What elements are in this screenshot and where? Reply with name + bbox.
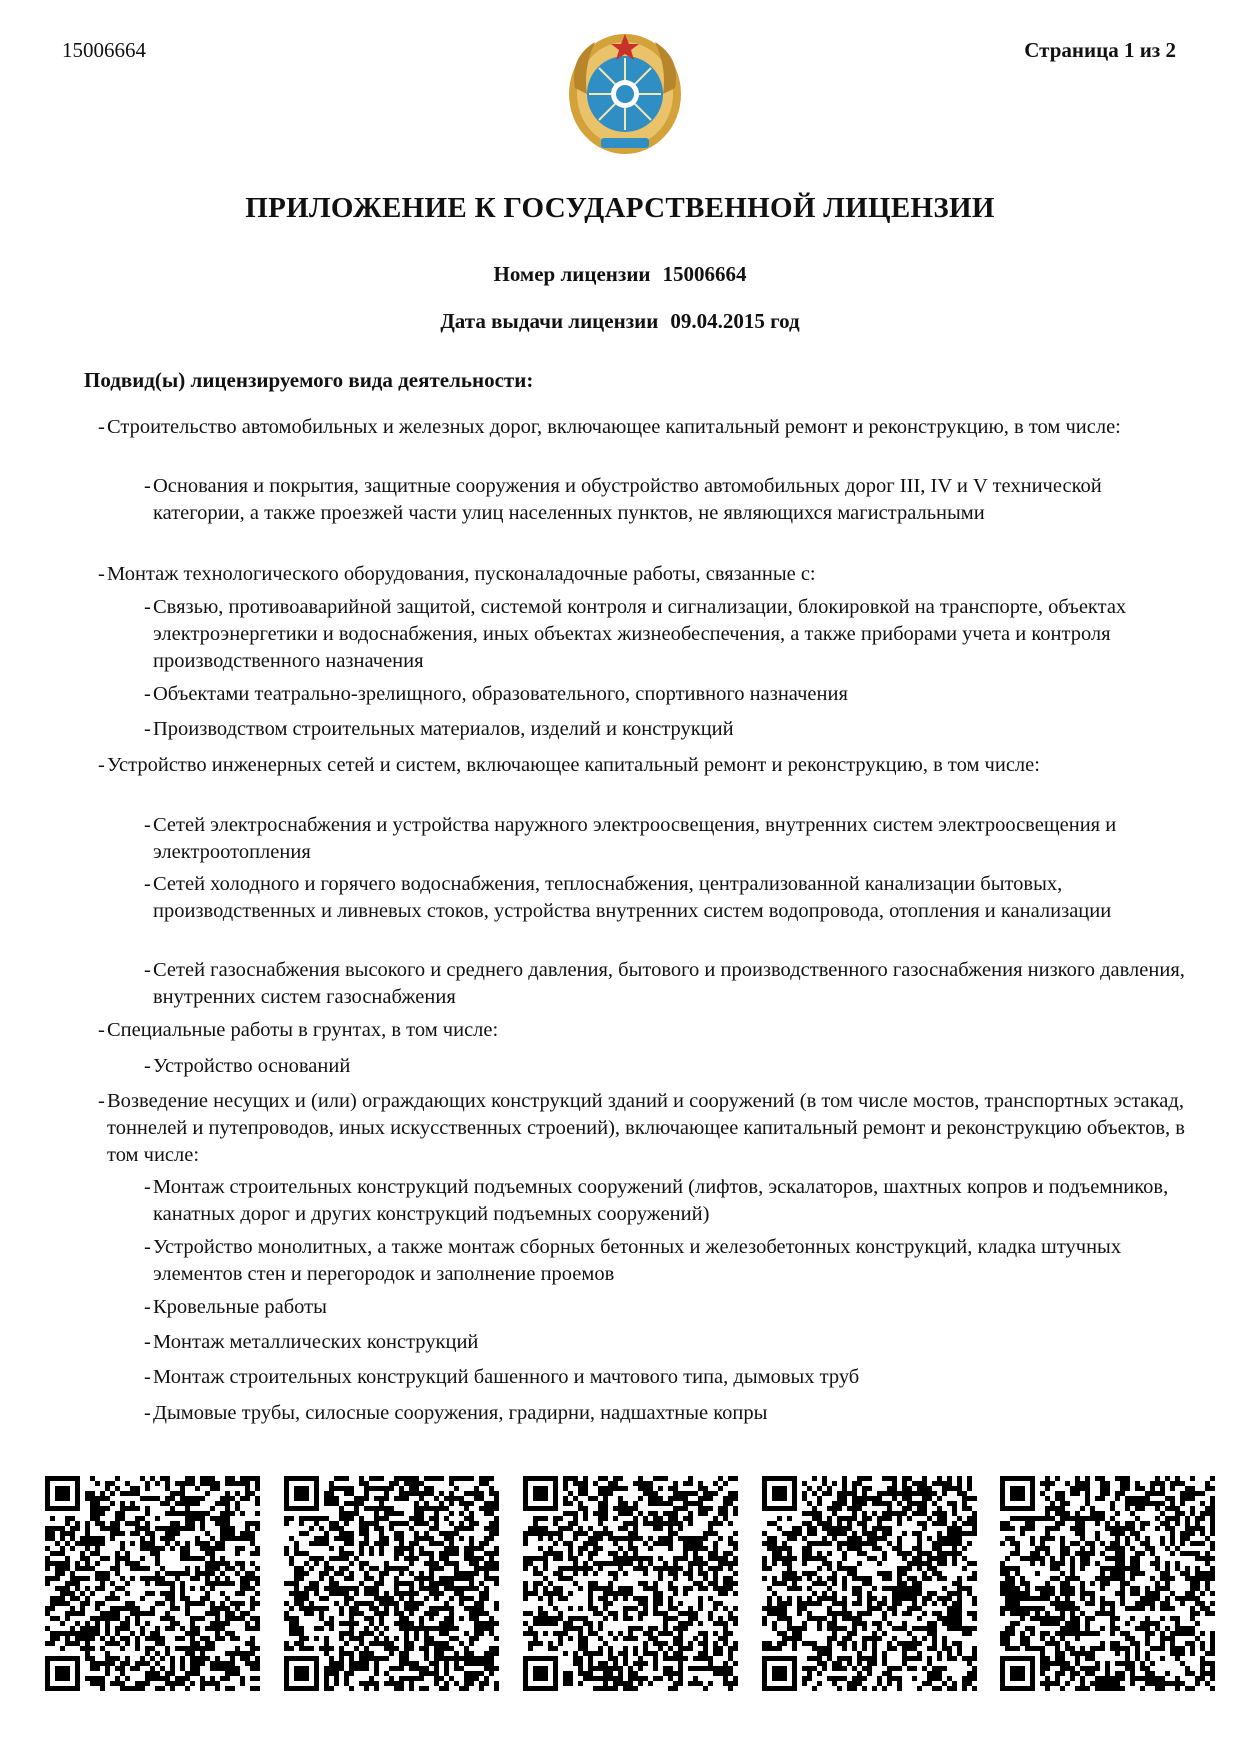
list-item <box>144 1053 1198 1080</box>
list-item-text: Монтаж строительных конструкций башенного и мачтового типа, дымовых труб <box>153 1366 860 1388</box>
list-item <box>144 957 1198 1011</box>
bullet-dash: - <box>144 1055 151 1077</box>
bullet-dash: - <box>144 683 151 705</box>
list-item-text: Устройство оснований <box>153 1055 351 1077</box>
bullet-dash: - <box>144 873 151 895</box>
list-item-text: Строительство автомобильных и железных дорог, включающее капитальный ремонт и реконструкцию, в том числе: <box>107 416 1121 438</box>
document-number: 15006664 <box>62 38 146 62</box>
list-item <box>144 1174 1198 1228</box>
list-item <box>144 812 1198 866</box>
bullet-dash: - <box>144 1366 151 1388</box>
list-item-text: Связью, противоаварийной защитой, системой контроля и сигнализации, блокировкой на транспорте, объектах электроэнергетики и водоснабжения, иных объектах жизнеобеспечения, а также приборами учета и контроля производственного назначения <box>153 596 1127 672</box>
bullet-dash: - <box>98 1090 105 1112</box>
list-item <box>144 871 1198 925</box>
license-date-label: Дата выдачи лицензии <box>440 309 659 333</box>
list-item <box>144 594 1198 675</box>
qr-code-icon <box>523 1476 738 1691</box>
list-item <box>144 1234 1198 1288</box>
list-item-text: Основания и покрытия, защитные сооружения и обустройство автомобильных дорог III, IV и V технической категории, а также проезжей части улиц населенных пунктов, не являющихся магистральными <box>153 475 1102 524</box>
list-item <box>98 752 1187 779</box>
qr-code-icon <box>284 1476 499 1691</box>
list-item <box>144 1329 1198 1356</box>
bullet-dash: - <box>98 416 105 438</box>
bullet-dash: - <box>144 1402 151 1424</box>
qr-code-icon <box>762 1476 977 1691</box>
bullet-dash: - <box>144 959 151 981</box>
list-item <box>144 716 1198 743</box>
list-item-text: Дымовые трубы, силосные сооружения, градирни, надшахтные копры <box>153 1402 768 1424</box>
bullet-dash: - <box>98 1019 105 1041</box>
bullet-dash: - <box>144 718 151 740</box>
bullet-dash: - <box>98 754 105 776</box>
list-item-text: Возведение несущих и (или) ограждающих конструкций зданий и сооружений (в том числе мостов, транспортных эстакад, тоннелей и путепроводов, иных искусственных строений), включающее капитальный ремонт и реконструкцию объектов, в том числе: <box>107 1090 1185 1166</box>
qr-code-icon <box>1000 1476 1215 1691</box>
list-item-text: Устройство инженерных сетей и систем, включающее капитальный ремонт и реконструкцию, в том числе: <box>107 754 1040 776</box>
page-title: ПРИЛОЖЕНИЕ К ГОСУДАРСТВЕННОЙ ЛИЦЕНЗИИ <box>245 192 995 224</box>
list-item-text: Устройство монолитных, а также монтаж сборных бетонных и железобетонных конструкций, кладка штучных элементов стен и перегородок и заполнение проемов <box>153 1236 1122 1285</box>
list-item <box>98 561 1187 588</box>
list-item <box>144 1400 1198 1427</box>
list-item <box>98 414 1187 441</box>
page-indicator: Страница 1 из 2 <box>1024 38 1176 62</box>
license-number-label: Номер лицензии <box>493 262 651 286</box>
bullet-dash: - <box>144 1296 151 1318</box>
license-date-value: 09.04.2015 год <box>670 309 800 333</box>
bullet-dash: - <box>144 1331 151 1353</box>
list-item <box>144 473 1198 527</box>
list-item-text: Монтаж строительных конструкций подъемных сооружений (лифтов, эскалаторов, шахтных копров и подъемников, канатных дорог и других конструкций подъемных сооружений) <box>153 1176 1169 1225</box>
list-item-text: Сетей газоснабжения высокого и среднего давления, бытового и производственного газоснабжения низкого давления, внутренних систем газоснабжения <box>153 959 1185 1008</box>
list-item-text: Специальные работы в грунтах, в том числе: <box>107 1019 499 1041</box>
list-item-text: Монтаж металлических конструкций <box>153 1331 479 1353</box>
list-item-text: Производством строительных материалов, изделий и конструкций <box>153 718 734 740</box>
list-item <box>144 1364 1198 1391</box>
bullet-dash: - <box>144 475 151 497</box>
bullet-dash: - <box>144 1236 151 1258</box>
section-heading: Подвид(ы) лицензируемого вида деятельности: <box>84 368 534 392</box>
list-item <box>144 1294 1198 1321</box>
kazakhstan-state-emblem-icon <box>565 28 685 160</box>
list-item <box>144 681 1198 708</box>
qr-code-row <box>0 1476 1240 1691</box>
list-item-text: Объектами театрально-зрелищного, образовательного, спортивного назначения <box>153 683 848 705</box>
list-item <box>98 1017 1187 1044</box>
bullet-dash: - <box>98 563 105 585</box>
bullet-dash: - <box>144 596 151 618</box>
bullet-dash: - <box>144 1176 151 1198</box>
license-number <box>0 262 1240 287</box>
list-item-text: Монтаж технологического оборудования, пусконаладочные работы, связанные с: <box>107 563 816 585</box>
list-item <box>98 1088 1187 1169</box>
list-item-text: Кровельные работы <box>153 1296 327 1318</box>
list-item-text: Сетей холодного и горячего водоснабжения, теплоснабжения, централизованной канализации бытовых, производственных и ливневых стоков, устройства внутренних систем водопровода, отопления и канализации <box>153 873 1112 922</box>
license-issue-date <box>0 309 1240 334</box>
qr-code-icon <box>45 1476 260 1691</box>
list-item-text: Сетей электроснабжения и устройства наружного электроосвещения, внутренних систем электроосвещения и электроотопления <box>153 814 1117 863</box>
bullet-dash: - <box>144 814 151 836</box>
license-number-value: 15006664 <box>662 262 747 286</box>
